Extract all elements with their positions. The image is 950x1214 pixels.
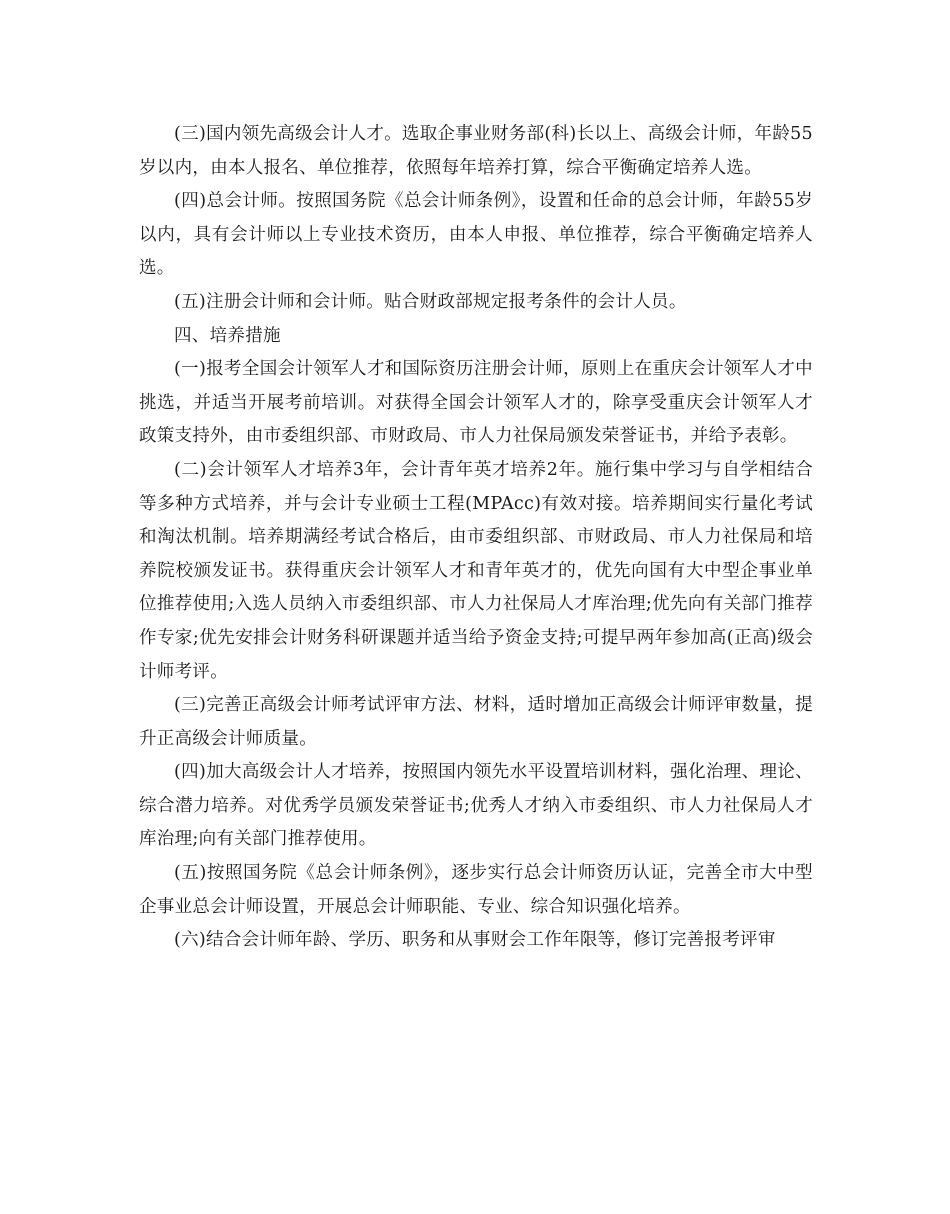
paragraph-cpa-and-accountant: (五)注册会计师和会计师。贴合财政部规定报考条件的会计人员。	[174, 291, 687, 312]
section-heading-training-measures: 四、培养措施	[174, 325, 281, 346]
paragraph-measure-1: (一)报考全国会计领军人才和国际资历注册会计师，原则上在重庆会计领军人才中挑选，并适当开展考前培训。对获得全国会计领军人才的，除享受重庆会计领军人才政策支持外，由市委组织部、市财政局、市人力社保局颁发荣誉证书，并给予表彰。	[139, 359, 813, 447]
paragraph-senior-accountant-talent: (三)国内领先高级会计人才。选取企事业财务部(科)长以上、高级会计师，年龄55岁以内，由本人报名、单位推荐，依照每年培养打算，综合平衡确定培养人选。	[139, 124, 813, 178]
paragraph-measure-3: (三)完善正高级会计师考试评审方法、材料，适时增加正高级会计师评审数量，提升正高级会计师质量。	[139, 695, 813, 749]
paragraph-measure-2: (二)会计领军人才培养3年，会计青年英才培养2年。施行集中学习与自学相结合等多种方式培养，并与会计专业硕士工程(MPAcc)有效对接。培养期间实行量化考试和淘汰机制。培养期满经考试合格后，由市委组织部、市财政局、市人力社保局和培养院校颁发证书。获得重庆会计领军人才和青年英才的，优先向国有大中型企事业单位推荐使用;入选人员纳入市委组织部、市人力社保局人才库治理;优先向有关部门推荐作专家;优先安排会计财务科研课题并适当给予资金支持;可提早两年参加高(正高)级会计师考评。	[139, 459, 813, 682]
document-body	[139, 118, 813, 958]
paragraph-measure-6: (六)结合会计师年龄、学历、职务和从事财会工作年限等，修订完善报考评审	[174, 930, 776, 951]
paragraph-chief-accountant: (四)总会计师。按照国务院《总会计师条例》，设置和任命的总会计师，年龄55岁以内，具有会计师以上专业技术资历，由本人申报、单位推荐，综合平衡确定培养人选。	[139, 191, 813, 279]
paragraph-measure-5: (五)按照国务院《总会计师条例》，逐步实行总会计师资历认证，完善全市大中型企事业总会计师设置，开展总会计师职能、专业、综合知识强化培养。	[139, 863, 813, 917]
paragraph-measure-4: (四)加大高级会计人才培养，按照国内领先水平设置培训材料，强化治理、理论、综合潜力培养。对优秀学员颁发荣誉证书;优秀人才纳入市委组织、市人力社保局人才库治理;向有关部门推荐使用。	[139, 762, 813, 850]
